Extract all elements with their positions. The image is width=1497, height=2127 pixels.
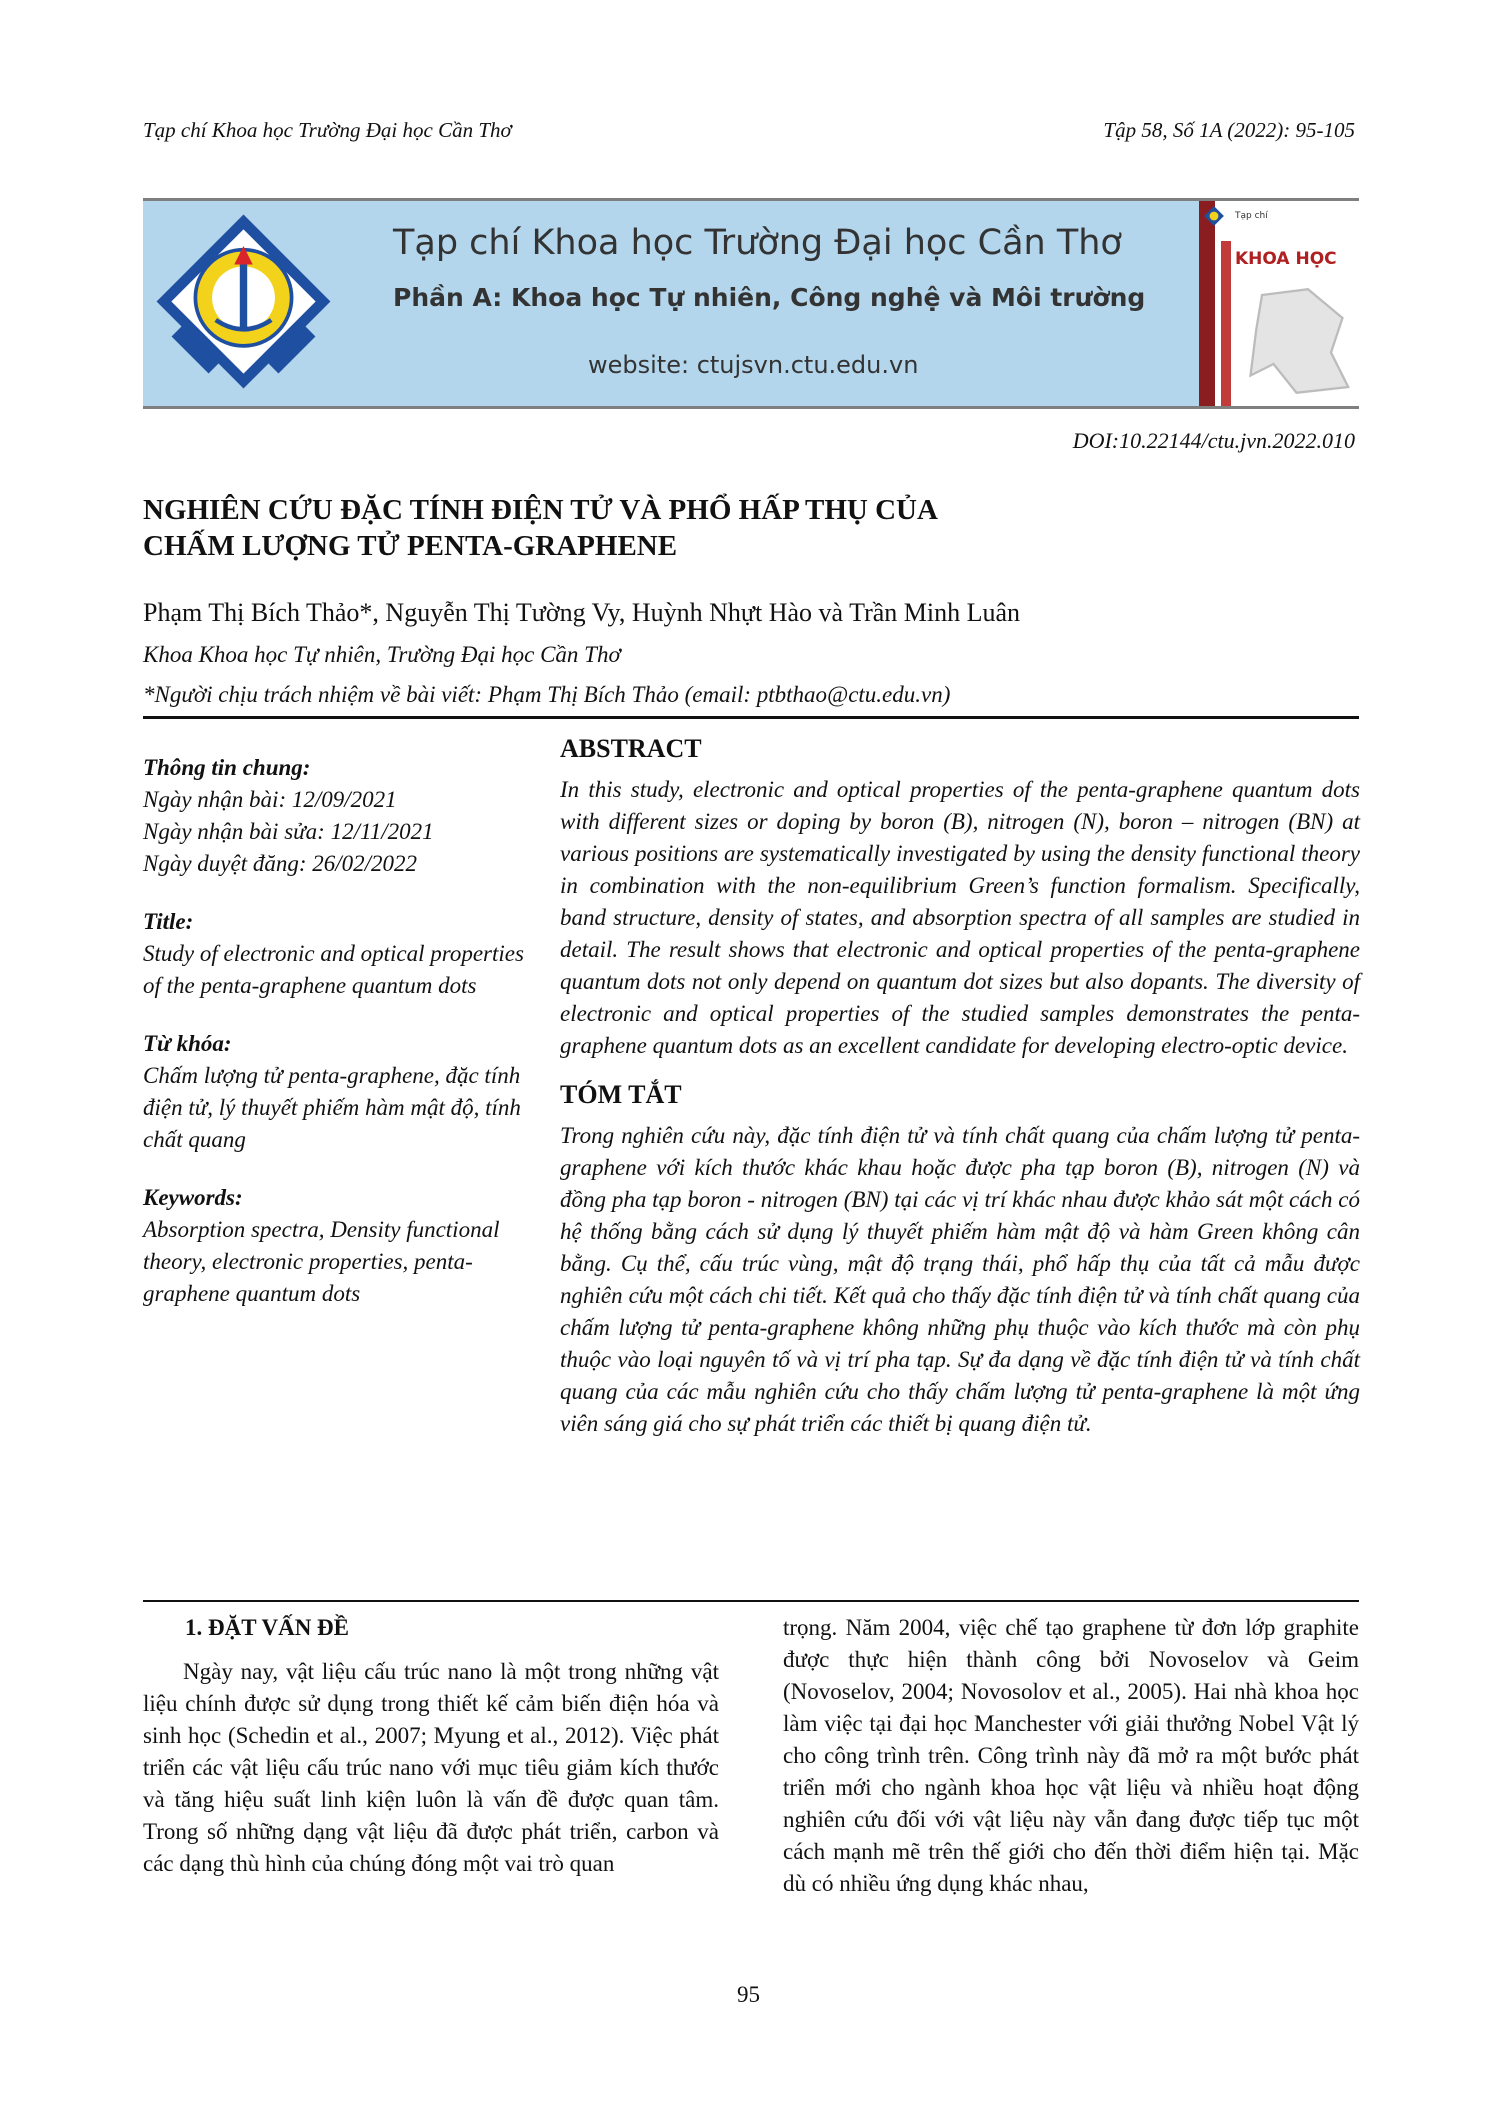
- cover-accent-bar: [1199, 201, 1215, 406]
- vn-keywords: Chấm lượng tử penta-graphene, đặc tính điện tử, lý thuyết phiếm hàm mật độ, tính chất quang: [143, 1063, 521, 1152]
- university-logo-icon: [151, 209, 336, 394]
- cover-emblem-icon: [1203, 205, 1225, 227]
- tom-tat-heading: TÓM TẮT: [560, 1080, 682, 1109]
- running-header-left: Tạp chí Khoa học Trường Đại học Cần Thơ: [143, 118, 512, 142]
- title-line-1: NGHIÊN CỨU ĐẶC TÍNH ĐIỆN TỬ VÀ PHỔ HẤP THỤ CỦA: [143, 494, 938, 526]
- date-received: Ngày nhận bài: 12/09/2021: [143, 787, 397, 812]
- vn-keywords-heading: Từ khóa:: [143, 1031, 232, 1056]
- tom-tat-text: Trong nghiên cứu này, đặc tính điện tử và tính chất quang của chấm lượng tử penta-graphene với kích thước khác khau hoặc được pha tạp boron (B), nitrogen (N) và đồng pha tạp boron - nitrogen (BN) tại các vị trí khác nhau được khảo sát một cách có hệ thống bằng cách sử dụng lý thuyết phiếm hàm mật độ và hàm Green không cân bằng. Cụ thể, cấu trúc vùng, mật độ trạng thái, phổ hấp thụ của tất cả mẫu được nghiên cứu một cách chi tiết. Kết quả cho thấy đặc tính điện tử và tính chất quang của chấm lượng tử penta-graphene không những phụ thuộc vào kích thước mà còn phụ thuộc vào loại nguyên tố và vị trí pha tạp. Sự đa dạng về đặc tính điện tử và tính chất quang của các mẫu nghiên cứu cho thấy chấm lượng tử penta-graphene là một ứng viên sáng giá cho sự phát triển các thiết bị quang điện tử.: [560, 1123, 1360, 1436]
- section-heading: 1. ĐẶT VẤN ĐỀ: [185, 1615, 350, 1640]
- map-outline-icon: [1239, 281, 1354, 401]
- running-header-right: Tập 58, Số 1A (2022): 95-105: [1103, 118, 1355, 142]
- english-title: Study of electronic and optical properties of the penta-graphene quantum dots: [143, 941, 524, 998]
- divider: [143, 716, 1359, 719]
- abstract-text: In this study, electronic and optical properties of the penta-graphene quantum dots with different sizes or doping by boron (B), nitrogen (N), boron – nitrogen (BN) at various positions are systematically investigated by using the density functional theory in combination with the non-equilibrium Green’s function formalism. Specifically, band structure, density of states, and absorption spectra of all samples are studied in detail. The result shows that electronic and optical properties of the penta-graphene quantum dots not only depend on quantum dot sizes but also dopants. The diversity of electronic and optical properties of the studied samples demonstrates the penta-graphene quantum dots as an excellent candidate for developing electro-optic device.: [560, 777, 1360, 1058]
- journal-cover-thumbnail: [1199, 201, 1359, 406]
- cover-small-label: Tạp chí: [1235, 211, 1268, 221]
- abstract-heading: ABSTRACT: [560, 734, 702, 763]
- page-number: 95: [737, 1982, 760, 2007]
- date-revised: Ngày nhận bài sửa: 12/11/2021: [143, 819, 434, 844]
- affiliation: Khoa Khoa học Tự nhiên, Trường Đại học Cần Thơ: [143, 642, 621, 667]
- cover-accent-bar-2: [1221, 241, 1231, 406]
- body-paragraph: Ngày nay, vật liệu cấu trúc nano là một trong những vật liệu chính được sử dụng trong thiết kế cảm biến điện hóa và sinh học (Schedin et al., 2007; Myung et al., 2012). Việc phát triển các vật liệu cấu trúc nano với mục tiêu giảm kích thước và tăng hiệu suất linh kiện luôn là vấn đề được quan tâm. Trong số những dạng vật liệu đã được phát triển, carbon và các dạng thù hình của chúng đóng một vai trò quan: [143, 1659, 719, 1876]
- corresponding-author: *Người chịu trách nhiệm về bài viết: Phạm Thị Bích Thảo (email: ptbthao@ctu.edu.vn): [143, 682, 951, 707]
- body-column-right: [783, 1612, 1359, 1900]
- authors: Phạm Thị Bích Thảo*, Nguyễn Thị Tường Vy, Huỳnh Nhựt Hào và Trần Minh Luân: [143, 598, 1021, 627]
- doi[interactable]: DOI:10.22144/ctu.jvn.2022.010: [1072, 428, 1355, 453]
- en-keywords: Absorption spectra, Density functional theory, electronic properties, penta-graphene quantum dots: [143, 1217, 500, 1306]
- banner-title: Tạp chí Khoa học Trường Đại học Cần Thơ: [393, 223, 1122, 263]
- cover-title: KHOA HỌC: [1235, 249, 1337, 269]
- abstract-column: [560, 734, 1360, 1458]
- title-line-2: CHẤM LƯỢNG TỬ PENTA-GRAPHENE: [143, 530, 678, 562]
- article-info: [143, 752, 533, 1336]
- banner-subtitle: Phần A: Khoa học Tự nhiên, Công nghệ và Môi trường: [393, 283, 1146, 312]
- date-accepted: Ngày duyệt đăng: 26/02/2022: [143, 851, 418, 876]
- banner-website[interactable]: website: ctujsvn.ctu.edu.vn: [588, 351, 919, 379]
- body-paragraph: trọng. Năm 2004, việc chế tạo graphene từ đơn lớp graphite được thực hiện thành công bởi Novoselov và Geim (Novoselov, 2004; Novosolov et al., 2005). Hai nhà khoa học làm việc tại đại học Manchester với giải thưởng Nobel Vật lý cho công trình trên. Công trình này đã mở ra một bước phát triển mới cho ngành khoa học vật liệu và nhiều hoạt động nghiên cứu đối với vật liệu này vẫn đang được tiếp tục một cách mạnh mẽ trên thế giới cho đến thời điểm hiện tại. Mặc dù có nhiều ứng dụng khác nhau,: [783, 1615, 1359, 1896]
- paper-title: [143, 492, 1143, 564]
- english-title-heading: Title:: [143, 909, 194, 934]
- body-column-left: [143, 1612, 719, 1880]
- journal-banner: [143, 198, 1359, 409]
- en-keywords-heading: Keywords:: [143, 1185, 243, 1210]
- divider: [143, 1600, 1359, 1602]
- general-info-heading: Thông tin chung:: [143, 755, 311, 780]
